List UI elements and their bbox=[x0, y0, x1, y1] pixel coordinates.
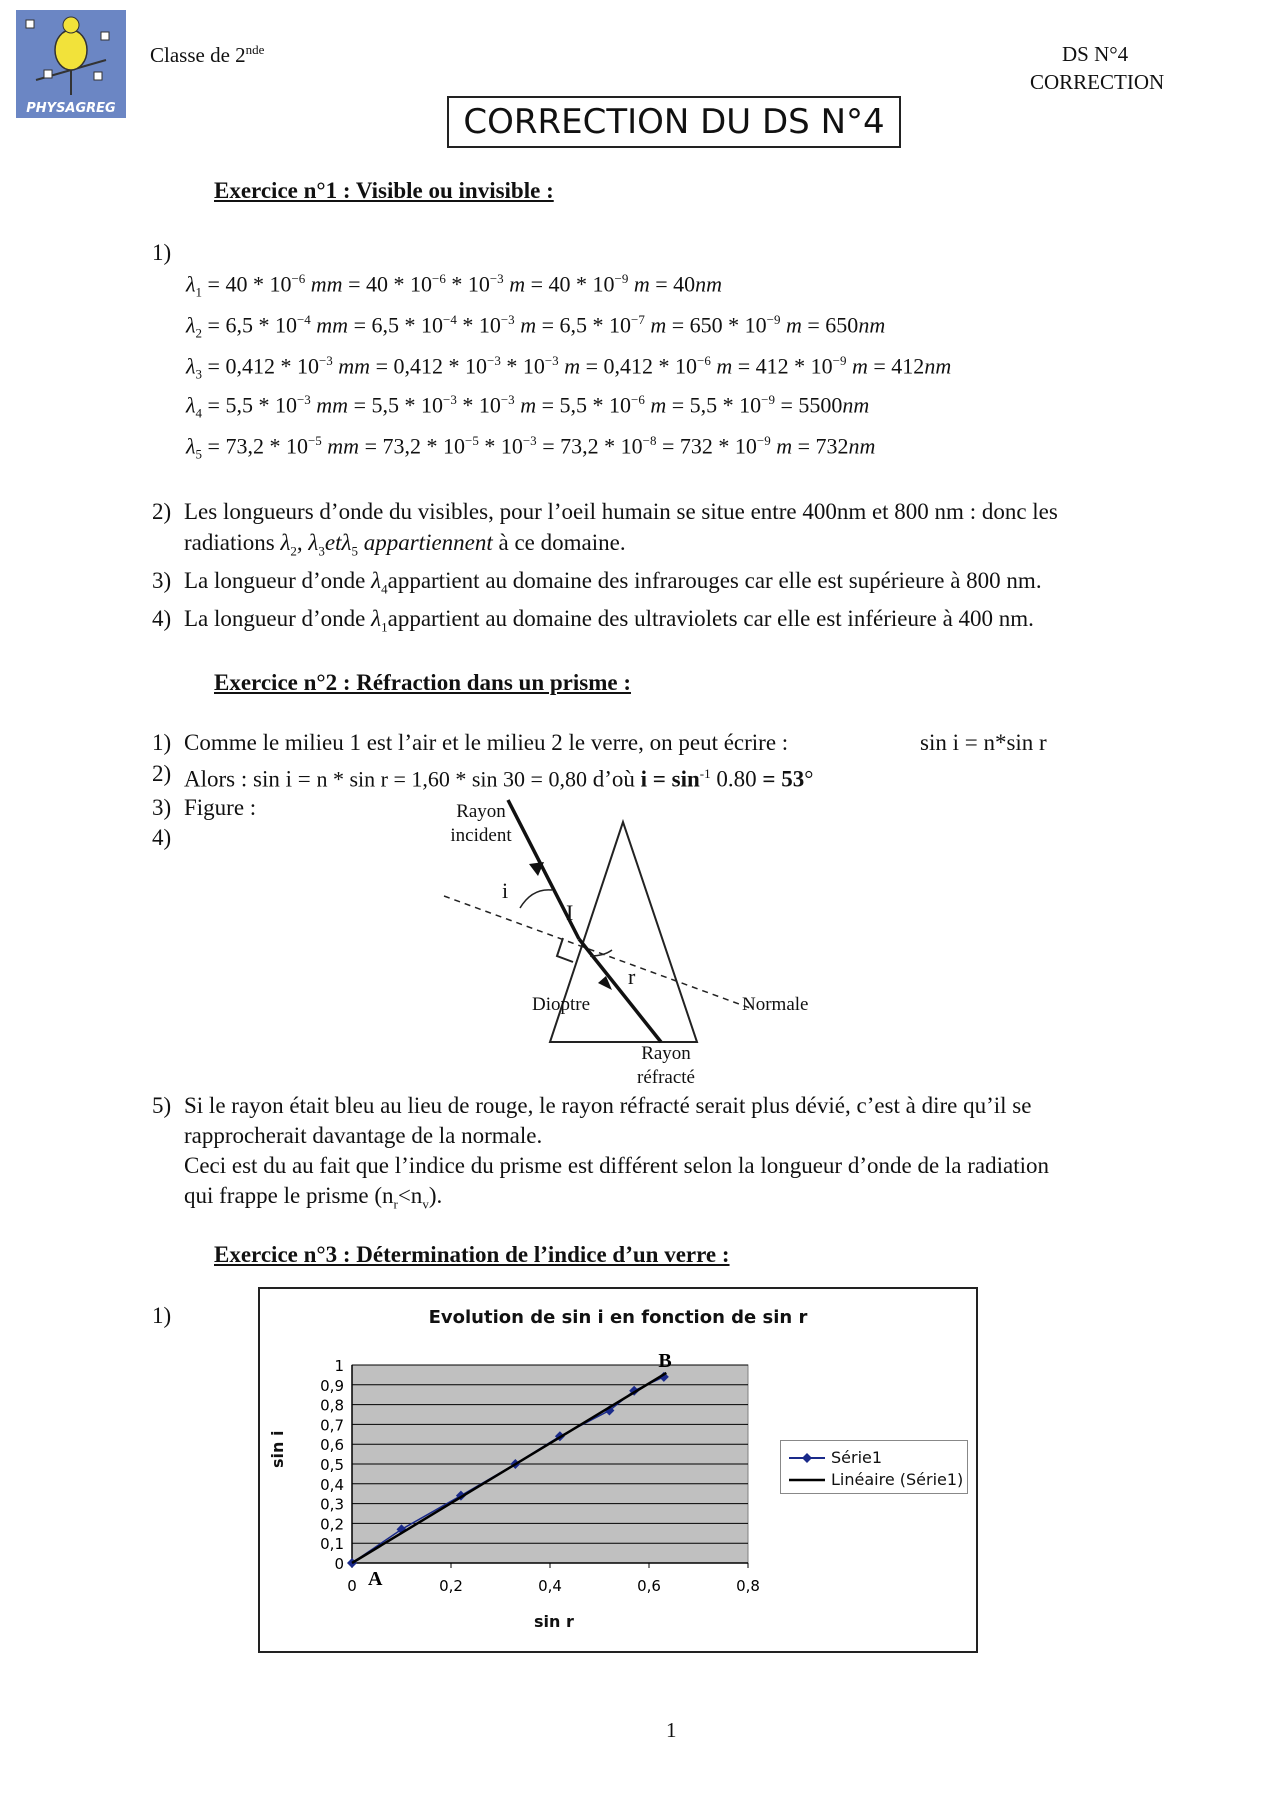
y-tick-label: 0,2 bbox=[320, 1515, 344, 1534]
ex3-title: Exercice n°3 : Détermination de l’indice d’un verre : bbox=[214, 1242, 730, 1267]
label-rayon-incident: Rayon incident bbox=[450, 801, 512, 846]
equation-lambda1: $\lambda_1 = 40 * 10^{-6}$ mm = $40 * 10^{-6} * 10^{-3}$ $m = 40 * 10^{-9}$ m = 40nm bbox=[186, 271, 723, 300]
label-dioptre: Dioptre bbox=[532, 994, 591, 1015]
legend-series1-marker-icon bbox=[802, 1453, 812, 1463]
ex2-q5-line1: Si le rayon était bleu au lieu de rouge, le rayon réfracté serait plus dévié, c’est à dire qu’il se bbox=[184, 1093, 1032, 1118]
ex2-q5-line3: Ceci est du au fait que l’indice du prisme est différent selon la longueur d’onde de la radiation bbox=[184, 1153, 1049, 1178]
logo-text: PHYSAGREG bbox=[26, 101, 116, 116]
x-tick-label: 0 bbox=[347, 1577, 357, 1595]
ds-correction-label: CORRECTION bbox=[1030, 70, 1165, 94]
ex2-q2-number: 2) bbox=[152, 761, 172, 786]
chart-legend bbox=[780, 1440, 968, 1494]
x-tick-label: 0,8 bbox=[736, 1577, 760, 1595]
chart-title: Evolution de sin i en fonction de sin r bbox=[428, 1307, 808, 1328]
label-rayon-refracte: Rayon réfracté bbox=[637, 1043, 695, 1088]
y-tick-label: 0,4 bbox=[320, 1475, 344, 1494]
x-tick-label: 0,6 bbox=[637, 1577, 661, 1595]
ex2-q5-number: 5) bbox=[152, 1093, 172, 1118]
legend-linear-label: Linéaire (Série1) bbox=[831, 1470, 964, 1489]
equation-lambda2: $\lambda_2 = 6,5 * 10^{-4}$ mm = $6,5 * 10^{-4} * 10^{-3}$ $m = 6,5 * 10^{-7}$ $m = 650 * 10^{-9}$ m = 650nm bbox=[186, 312, 886, 341]
y-tick-label: 0,6 bbox=[320, 1436, 344, 1455]
x-tick-label: 0,4 bbox=[538, 1577, 562, 1595]
ex2-q5-line2: rapprocherait davantage de la normale. bbox=[184, 1123, 543, 1148]
y-tick-label: 0 bbox=[334, 1555, 344, 1573]
equation-lambda5: $\lambda_5 = 73,2 * 10^{-5}$ mm = $73,2 * 10^{-5} * 10^{-3} = 73,2 * 10^{-8} = 732 * 10^{-9}$ m = 732nm bbox=[186, 433, 876, 462]
logo-figure-icon bbox=[16, 10, 126, 100]
equation-lambda4: $\lambda_4 = 5,5 * 10^{-3}$ mm = $5,5 * 10^{-3} * 10^{-3}$ $m = 5,5 * 10^{-6}$ $m = 5,5 * 10^{-9} = 5500nm$ bbox=[186, 392, 870, 421]
ex2-q1-number: 1) bbox=[152, 730, 172, 755]
legend-series1-label: Série1 bbox=[831, 1448, 883, 1467]
ex1-q4-number: 4) bbox=[152, 606, 172, 631]
y-tick-label: 0,1 bbox=[320, 1535, 344, 1554]
page-number: 1 bbox=[666, 1718, 677, 1742]
ex1-q4-text: La longueur d’onde $\lambda_1appartient$ au domaine des ultraviolets car elle est inférieure à 400 nm. bbox=[184, 606, 1034, 635]
refracted-ray bbox=[579, 939, 661, 1042]
label-angle-r: r bbox=[628, 964, 636, 989]
y-tick-label: 0,7 bbox=[320, 1416, 344, 1435]
ex1-title: Exercice n°1 : Visible ou invisible : bbox=[214, 178, 554, 203]
ds-label: DS N°4 bbox=[1062, 42, 1129, 66]
x-axis-label: sin r bbox=[534, 1612, 574, 1631]
y-tick-label: 0,9 bbox=[320, 1376, 344, 1395]
y-tick-label: 1 bbox=[334, 1357, 344, 1375]
normal-line bbox=[444, 896, 750, 1008]
class-label: Classe de 2nde bbox=[150, 42, 265, 67]
y-tick-label: 0,5 bbox=[320, 1456, 344, 1474]
ex1-q3-number: 3) bbox=[152, 568, 172, 593]
y-tick-label: 0,3 bbox=[320, 1495, 344, 1514]
ex1-q2-number: 2) bbox=[152, 499, 172, 524]
label-angle-i: i bbox=[502, 878, 509, 903]
y-axis-label: sin i bbox=[268, 1430, 287, 1468]
label-normale: Normale bbox=[742, 994, 809, 1015]
ex1-q3-text: La longueur d’onde $\lambda_4appartient$ au domaine des infrarouges car elle est supérieure à 800 nm. bbox=[184, 568, 1042, 597]
ex1-q2-line1: Les longueurs d’onde du visibles, pour l’oeil humain se situe entre 400nm et 800 nm : donc les bbox=[184, 499, 1058, 524]
equation-lambda3: $\lambda_3 = 0,412 * 10^{-3}$ mm = $0,412 * 10^{-3} * 10^{-3}$ $m = 0,412 * 10^{-6}$ $m = 412 * 10^{-9}$ m = 412nm bbox=[186, 353, 952, 382]
ex2-q3-text: Figure : bbox=[184, 795, 257, 820]
ex2-q4-number: 4) bbox=[152, 825, 172, 850]
ex2-q1-text: Comme le milieu 1 est l’air et le milieu 2 le verre, on peut écrire : bbox=[184, 730, 789, 755]
y-tick-label: 0,8 bbox=[320, 1396, 344, 1415]
ex2-q2-text: Alors : sin i = n * sin r = 1,60 * sin 30 = 0,80 d’où $i = \sin^{-1} 0.80 = 53^\circ$ bbox=[184, 766, 814, 792]
page-title: CORRECTION DU DS N°4 bbox=[447, 96, 901, 148]
physagreg-logo bbox=[16, 10, 126, 118]
ex2-q1-law: sin i = n*sin r bbox=[920, 730, 1047, 755]
angle-i-arc bbox=[520, 890, 552, 908]
ex2-q5-line4: qui frappe le prisme $(n_r<n_v)$. bbox=[184, 1183, 443, 1212]
point-label-B: B bbox=[658, 1349, 672, 1372]
ex2-title: Exercice n°2 : Réfraction dans un prisme : bbox=[214, 670, 631, 695]
point-label-A: A bbox=[368, 1568, 383, 1590]
ex1-q1-number: 1) bbox=[152, 240, 172, 265]
ex1-q2-line2: radiations $\lambda_2$, $\lambda_3et\lambda_5$ appartiennent à ce domaine. bbox=[184, 530, 626, 559]
legend-symbols bbox=[787, 1447, 827, 1487]
x-tick-label: 0,2 bbox=[439, 1577, 463, 1595]
ex2-q3-number: 3) bbox=[152, 795, 172, 820]
label-point-I: I bbox=[566, 900, 574, 925]
ex3-q1-number: 1) bbox=[152, 1303, 172, 1328]
